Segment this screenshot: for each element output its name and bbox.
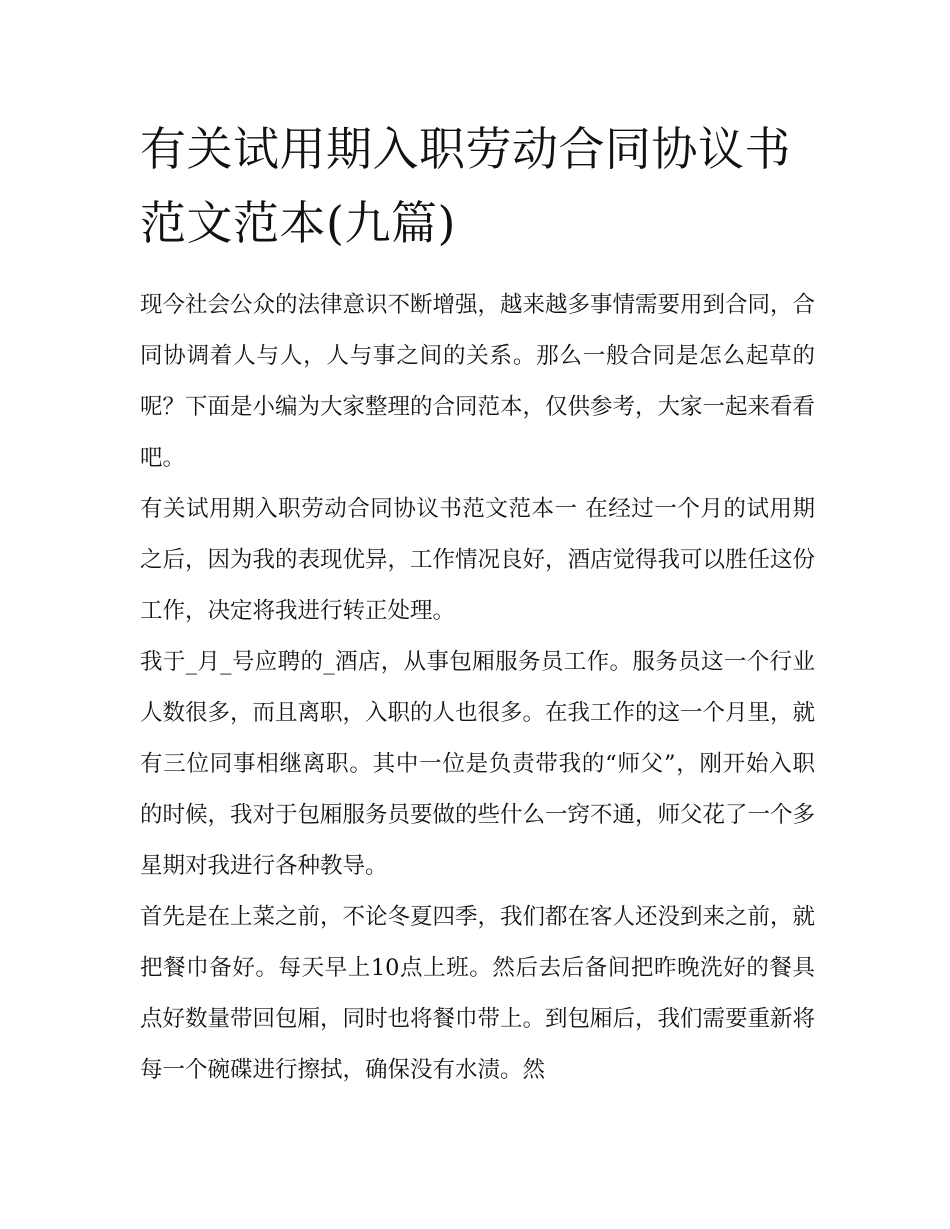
document-body: [140, 280, 815, 1096]
body-paragraph: 我于_月_号应聘的_酒店，从事包厢服务员工作。服务员这一个行业人数很多，而且离职，入职的人也很多。在我工作的这一个月里，就有三位同事相继离职。其中一位是负责带我的“师父”，刚开始入职的时候，我对于包厢服务员要做的些什么一窍不通，师父花了一个多星期对我进行各种教导。: [140, 649, 816, 879]
document-title: 有关试用期入职劳动合同协议书范文范本(九篇): [140, 122, 791, 250]
body-paragraph: 有关试用期入职劳动合同协议书范文范本一 在经过一个月的试用期之后，因为我的表现优异，工作情况良好，酒店觉得我可以胜任这份工作，决定将我进行转正处理。: [140, 496, 816, 624]
intro-paragraph: 现今社会公众的法律意识不断增强，越来越多事情需要用到合同，合同协调着人与人，人与事之间的关系。那么一般合同是怎么起草的呢？下面是小编为大家整理的合同范本，仅供参考，大家一起来看看吧。: [140, 292, 816, 471]
body-paragraph: 首先是在上菜之前，不论冬夏四季，我们都在客人还没到来之前，就把餐巾备好。每天早上10点上班。然后去后备间把昨晚洗好的餐具点好数量带回包厢，同时也将餐巾带上。到包厢后，我们需要重新将每一个碗碟进行擦拭，确保没有水渍。然: [140, 904, 816, 1083]
